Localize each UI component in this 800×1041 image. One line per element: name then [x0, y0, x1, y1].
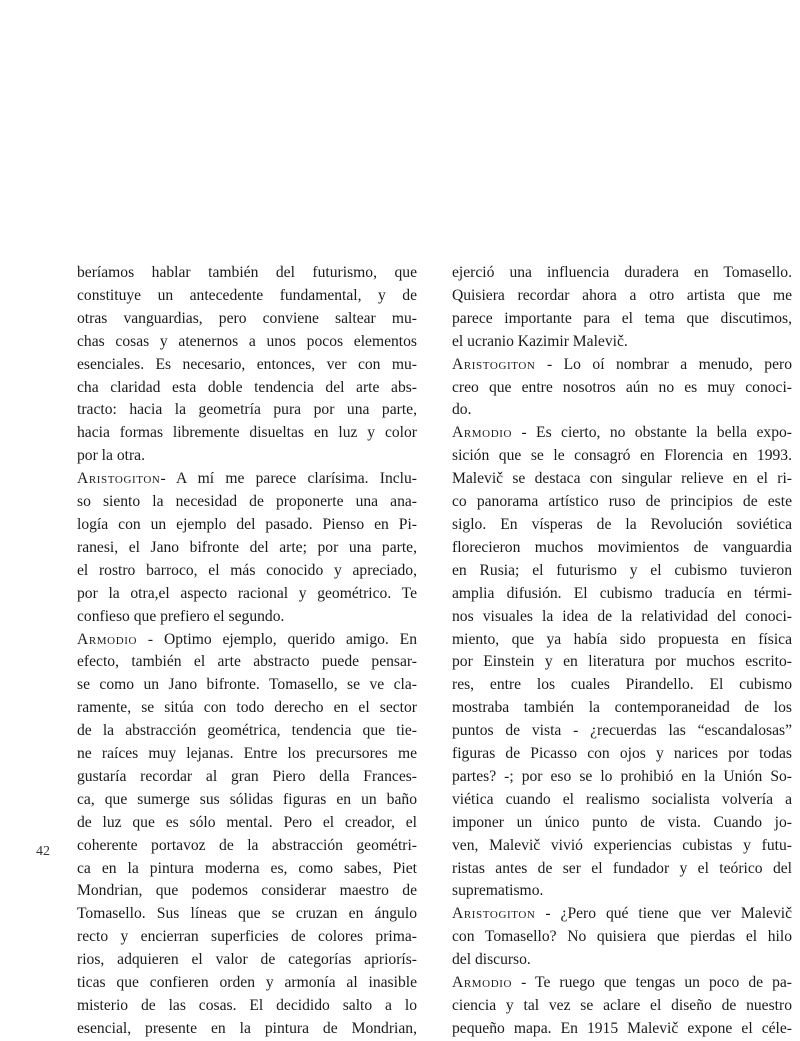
text-line — [77, 560, 417, 583]
right-column — [452, 262, 792, 1041]
text-line — [77, 377, 417, 400]
text-line — [452, 468, 792, 491]
line-text: confieso que prefiero el segundo. — [77, 607, 285, 625]
text-line — [77, 537, 417, 560]
line-text: Tomasello. Sus líneas que se cruzan en ángulo — [77, 905, 417, 923]
line-text: res, entre los cuales Pirandello. El cubismo — [452, 676, 792, 694]
line-text: tracto: hacia la geometría pura por una parte, — [77, 401, 417, 419]
line-text: florecieron muchos movimientos de vanguardia — [452, 538, 792, 556]
text-line — [77, 972, 417, 995]
line-text: pequeño mapa. En 1915 Malevič expone el céle- — [452, 1019, 792, 1037]
speaker-name: Armodio — [77, 630, 138, 648]
text-line — [452, 629, 792, 652]
text-line — [452, 766, 792, 789]
text-line — [452, 331, 792, 354]
page-number: 42 — [36, 844, 50, 859]
text-line — [77, 331, 417, 354]
text-line — [452, 583, 792, 606]
line-text: de la abstracción geométrica, tendencia que tie- — [77, 722, 417, 740]
line-text: con Tomasello? No quisiera que pierdas el hilo — [452, 928, 792, 946]
text-line — [77, 880, 417, 903]
text-line — [452, 537, 792, 560]
text-line — [452, 812, 792, 835]
line-text: del discurso. — [452, 951, 531, 969]
line-text: cha claridad esta doble tendencia del arte abs- — [77, 378, 417, 396]
speaker-name: Aristogiton — [452, 355, 536, 373]
text-line — [77, 285, 417, 308]
line-text: misterio de las cosas. El decidido salto a lo — [77, 997, 417, 1014]
line-text: el ucranio Kazimir Malevič. — [452, 332, 628, 350]
line-text: ne raíces muy lejanas. Entre los precursores me — [77, 745, 417, 763]
text-line — [452, 262, 792, 285]
text-line — [77, 720, 417, 743]
text-line — [452, 789, 792, 812]
line-text: ven, Malevič vivió experiencias cubistas y futu- — [452, 836, 792, 854]
text-line — [77, 766, 417, 789]
text-line — [452, 720, 792, 743]
line-text: Mondrian, que podemos considerar maestro de — [77, 882, 417, 900]
text-line — [452, 949, 792, 972]
text-line — [77, 308, 417, 331]
line-text: efecto, también el arte abstracto puede pensar- — [77, 653, 417, 671]
text-line — [77, 629, 417, 652]
line-text: viética cuando el realismo socialista volvería a — [452, 790, 792, 808]
line-text: - Lo oí nombrar a menudo, pero — [535, 355, 792, 373]
text-line — [452, 972, 792, 995]
speaker-name: Armodio — [452, 424, 513, 442]
text-line — [452, 399, 792, 422]
text-line — [77, 835, 417, 858]
text-line — [452, 491, 792, 514]
text-line — [77, 651, 417, 674]
line-text: recto y encierran superficies de colores prima- — [77, 928, 417, 946]
line-text: puntos de vista - ¿recuerdas las “escandalosas” — [452, 722, 792, 740]
line-text: ramente, se sitúa con todo derecho en el sector — [77, 699, 417, 717]
text-line — [452, 514, 792, 537]
line-text: nos visuales la idea de la relatividad del conoci- — [452, 607, 792, 625]
text-line — [452, 835, 792, 858]
line-text: esenciales. Es necesario, entonces, ver con mu- — [77, 355, 417, 373]
line-text: se como un Jano bifronte. Tomasello, se ve cla- — [77, 676, 417, 694]
text-line — [77, 491, 417, 514]
text-line — [452, 903, 792, 926]
text-line — [452, 560, 792, 583]
text-line — [452, 674, 792, 697]
line-text: co panorama artístico ruso de principios de este — [452, 493, 792, 511]
text-line — [77, 743, 417, 766]
text-line — [77, 789, 417, 812]
text-line — [452, 995, 792, 1018]
line-text: ticas que confieren orden y armonía al inasible — [77, 974, 417, 992]
text-line — [77, 697, 417, 720]
text-line — [452, 285, 792, 308]
line-text: ristas antes de ser el fundador y el teórico del — [452, 859, 792, 877]
line-text: otras vanguardias, pero conviene saltear mu- — [77, 309, 417, 327]
text-line — [452, 422, 792, 445]
text-line — [77, 468, 417, 491]
line-text: rios, adquieren el valor de categorías apriorís- — [77, 951, 417, 969]
text-line — [452, 926, 792, 949]
line-text: ca, que sumerge sus sólidas figuras en un baño — [77, 790, 417, 808]
text-line — [77, 949, 417, 972]
line-text: - ¿Pero qué tiene que ver Malevič — [535, 905, 792, 923]
line-text: imponer un único punto de vista. Cuando jo- — [452, 813, 792, 831]
line-text: creo que entre nosotros aún no es muy conoci- — [452, 378, 792, 396]
speaker-name: Aristogiton — [452, 905, 536, 923]
line-text: en Rusia; el futurismo y el cubismo tuvieron — [452, 561, 792, 579]
line-text: figuras de Picasso con ojos y narices por todas — [452, 745, 792, 763]
text-line — [77, 812, 417, 835]
line-text: beríamos hablar también del futurismo, que — [77, 264, 417, 281]
line-text: - Optimo ejemplo, querido amigo. En — [137, 630, 417, 648]
text-line — [77, 858, 417, 881]
text-line — [452, 880, 792, 903]
text-line — [77, 583, 417, 606]
text-line — [452, 697, 792, 720]
line-text: partes? -; por eso se lo prohibió en la Unión So- — [452, 767, 792, 785]
text-line — [77, 903, 417, 926]
line-text: suprematismo. — [452, 882, 544, 900]
line-text: el rostro barroco, el más conocido y apreciado, — [77, 561, 417, 579]
text-line — [77, 354, 417, 377]
line-text: mostraba también la contemporaneidad de los — [452, 699, 792, 717]
line-text: do. — [452, 401, 472, 419]
line-text: hacia formas libremente disueltas en luz y color — [77, 424, 417, 442]
line-text: gustaría recordar al gran Piero della Frances- — [77, 767, 417, 785]
text-line — [77, 262, 417, 285]
line-text: so siento la necesidad de proponerte una ana- — [77, 493, 417, 511]
text-line — [452, 606, 792, 629]
line-text: miento, que ya había sido propuesta en física — [452, 630, 792, 648]
line-text: chas cosas y atenernos a unos pocos elementos — [77, 332, 417, 350]
text-line — [77, 514, 417, 537]
line-text: por la otra. — [77, 447, 145, 465]
line-text: esencial, presente en la pintura de Mondrian, — [77, 1019, 417, 1037]
text-line — [452, 377, 792, 400]
line-text: sición que se le consagró en Florencia en 1993. — [452, 447, 792, 465]
text-line — [77, 399, 417, 422]
line-text: logía con un ejemplo del pasado. Pienso en Pi- — [77, 515, 417, 533]
line-text: Quisiera recordar ahora a otro artista que me — [452, 286, 792, 304]
text-line — [452, 651, 792, 674]
line-text: parece importante para el tema que discutimos, — [452, 309, 792, 327]
text-line — [452, 308, 792, 331]
line-text: ciencia y tal vez se aclare el diseño de nuestro — [452, 997, 792, 1014]
line-text: - Te ruego que tengas un poco de pa- — [512, 974, 792, 992]
speaker-name: Aristogiton — [77, 470, 161, 488]
text-line — [77, 1018, 417, 1041]
line-text: ranesi, el Jano bifronte del arte; por una parte, — [77, 538, 417, 556]
line-text: ejerció una influencia duradera en Tomasello. — [452, 264, 792, 281]
text-line — [77, 674, 417, 697]
line-text: - A mí me parece clarísima. Inclu- — [160, 470, 417, 488]
text-line — [452, 354, 792, 377]
text-line — [452, 445, 792, 468]
text-line — [77, 995, 417, 1018]
left-column — [77, 262, 417, 1041]
line-text: amplia difusión. El cubismo traducía en térmi- — [452, 584, 792, 602]
line-text: de luz que es sólo mental. Pero el creador, el — [77, 813, 417, 831]
line-text: ca en la pintura moderna es, como sabes, Piet — [77, 859, 417, 877]
line-text: Malevič se destaca con singular relieve en el ri- — [452, 470, 792, 488]
line-text: coherente portavoz de la abstracción geométri- — [77, 836, 417, 854]
line-text: constituye un antecedente fundamental, y de — [77, 286, 417, 304]
line-text: por la otra,el aspecto racional y geométrico. Te — [77, 584, 417, 602]
speaker-name: Armodio — [452, 974, 513, 992]
text-line — [452, 1018, 792, 1041]
text-line — [452, 858, 792, 881]
text-line — [77, 445, 417, 468]
line-text: siglo. En vísperas de la Revolución soviética — [452, 515, 792, 533]
text-line — [452, 743, 792, 766]
line-text: - Es cierto, no obstante la bella expo- — [512, 424, 792, 442]
line-text: por Einstein y en literatura por muchos escrito- — [452, 653, 792, 671]
text-line — [77, 422, 417, 445]
text-line — [77, 606, 417, 629]
text-line — [77, 926, 417, 949]
